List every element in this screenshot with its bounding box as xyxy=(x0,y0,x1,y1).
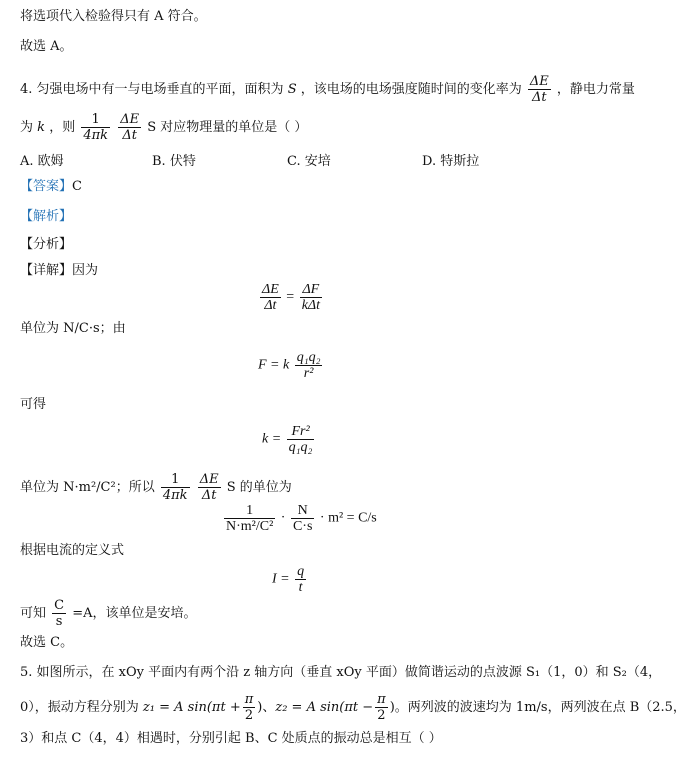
q5-z2-two: 2 xyxy=(377,708,386,723)
q4-frac2 xyxy=(118,112,141,143)
line-substitute: 将选项代入检验得只有 A 符合。 xyxy=(20,9,207,24)
q4-rate-fraction xyxy=(528,74,551,105)
option-a: A. 欧姆 xyxy=(20,154,64,169)
eq4-f1-num: 1 xyxy=(224,503,275,519)
kezhi-line xyxy=(20,596,197,632)
q5-l2b: )。两列波的波速均为 1m/s，两列波在点 B（2.5， xyxy=(389,700,686,715)
kezhi-a: 可知 xyxy=(20,606,47,621)
option-b: B. 伏特 xyxy=(152,154,196,169)
q5-z1: z₁ = A sin(πt + xyxy=(142,700,241,715)
eq1-right-den: kΔt xyxy=(301,298,321,313)
equation-1: $\frac{\Delta E}{\Delta t}$ = $\frac{\Delta F}{\text{kΔt}}$ xyxy=(262,282,321,313)
eq3-lhs: k = xyxy=(262,431,282,447)
q4-f1-num: 1 xyxy=(81,112,110,128)
eq1-left-den: Δt xyxy=(264,298,277,313)
unit2-f2-num: ΔE xyxy=(199,472,219,487)
q4-s: S xyxy=(287,82,297,97)
fenxi-tag: 【分析】 xyxy=(20,237,73,252)
q4-l2b: ，则 xyxy=(49,120,76,135)
unit2-line xyxy=(20,470,292,506)
unit2-f1-num: 1 xyxy=(161,472,190,488)
q5-line2 xyxy=(20,690,686,726)
q4-f2-num: ΔE xyxy=(120,112,140,127)
q4-frac-den: Δt xyxy=(532,90,547,105)
line-choose-a: 故选 A。 xyxy=(20,39,73,54)
q4-frac1 xyxy=(81,112,110,143)
option-c: C. 安培 xyxy=(287,154,331,169)
unit2-a: 单位为 N·m²/C²；所以 xyxy=(20,480,155,495)
unit2-b: S 的单位为 xyxy=(226,480,292,495)
q4-f2-den: Δt xyxy=(122,128,137,143)
equation-3 xyxy=(262,424,316,455)
q4-prefix: 4. 匀强电场中有一与电场垂直的平面，面积为 xyxy=(20,82,284,97)
q5-l2mid: )、 xyxy=(257,700,276,715)
q5-z1-two: 2 xyxy=(244,708,254,723)
detail-text: 因为 xyxy=(72,263,99,278)
q4-stem-line1 xyxy=(20,72,635,108)
eq2-den: r² xyxy=(303,366,314,381)
q4-mid: ，该电场的电场强度随时间的变化率为 xyxy=(300,82,522,97)
eq4-f1-den: N·m²/C² xyxy=(226,519,274,534)
q4-l2c: S 对应物理量的单位是（ ） xyxy=(147,120,308,135)
eq4-f2-den: C·s xyxy=(292,519,313,534)
option-d: D. 特斯拉 xyxy=(422,154,480,169)
q4-k: k xyxy=(37,120,46,135)
q5-line3: 3）和点 C（4，4）相遇时，分别引起 B、C 处质点的振动总是相互（ ） xyxy=(20,731,442,746)
eq1-right-num: ΔF xyxy=(300,282,322,298)
q4-l2a: 为 xyxy=(20,120,34,135)
q5-z2-pi: π xyxy=(377,692,386,707)
unit2-f2-den: Δt xyxy=(201,488,217,503)
equation-2 xyxy=(258,350,324,381)
eq5-num: q xyxy=(297,564,305,579)
eq5-lhs: I = xyxy=(272,571,290,587)
q5-z2: z₂ = A sin(πt − xyxy=(275,700,374,715)
unit-line: 单位为 N/C·s；由 xyxy=(20,321,126,336)
q5-line1: 5. 如图所示，在 xOy 平面内有两个沿 z 轴方向（垂直 xOy 平面）做简谐运动的点波源 S₁（1，0）和 S₂（4， xyxy=(20,665,662,680)
answer-line xyxy=(20,178,82,196)
q4-frac-num: ΔE xyxy=(529,74,549,89)
kezhi-b: =A，该单位是安培。 xyxy=(72,606,197,621)
eq2-lhs: F = k xyxy=(258,357,290,373)
q5-l2a: 0），振动方程分别为 xyxy=(20,700,139,715)
answer-value: C xyxy=(72,179,82,194)
choose-c-line: 故选 C。 xyxy=(20,635,74,650)
detail-line xyxy=(20,262,98,280)
current-def-line: 根据电流的定义式 xyxy=(20,543,125,558)
eq3-den: q₁q₂ xyxy=(288,440,313,455)
answer-tag: 【答案】 xyxy=(20,179,73,194)
eq1-left-num: ΔE xyxy=(262,282,279,297)
unit2-f1-den: 4πk xyxy=(162,488,188,503)
eq3-num: Fr² xyxy=(287,424,315,440)
equation-4: $\frac{1}{\text{N·m²/C²}}$ · $\frac{N}{C\cdot s}$ · m² = C/s xyxy=(226,503,377,534)
analysis-tag: 【解析】 xyxy=(20,209,73,224)
q4-suffix: ，静电力常量 xyxy=(556,82,635,97)
eq4-f2-num: N xyxy=(291,503,314,519)
q5-z1-pi: π xyxy=(244,692,254,707)
kezhi-num: C xyxy=(54,598,65,613)
eq4-tail: · m² = C/s xyxy=(319,510,377,526)
kezhi-den: s xyxy=(55,614,63,629)
kede-line: 可得 xyxy=(20,397,47,412)
eq5-den: t xyxy=(298,580,303,595)
q4-f1-den: 4πk xyxy=(83,128,109,143)
eq2-num: q₁q₂ xyxy=(296,350,321,365)
q4-stem-line2 xyxy=(20,110,307,146)
equation-5 xyxy=(272,564,308,595)
detail-tag: 【详解】 xyxy=(20,263,73,278)
